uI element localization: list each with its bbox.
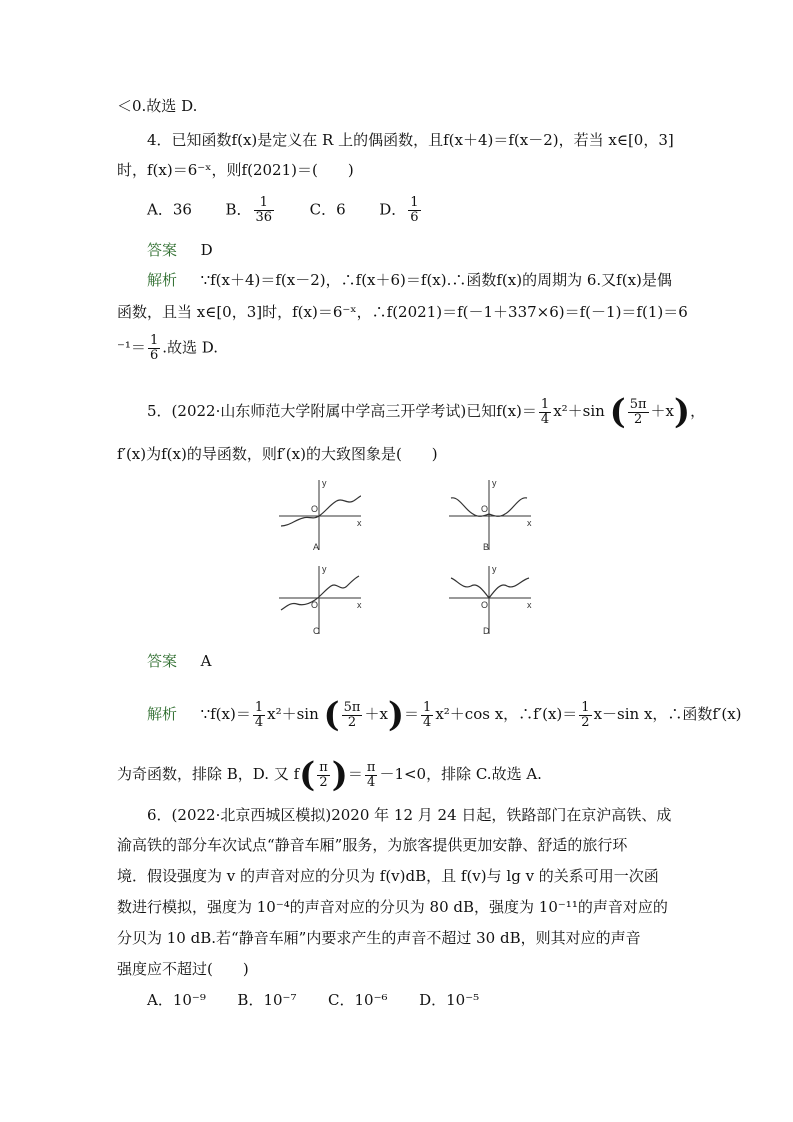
graph-label: B bbox=[483, 542, 490, 552]
q6-stem-line6: 强度应不超过( ) bbox=[117, 960, 249, 978]
analysis-label: 解析 bbox=[147, 271, 178, 289]
analysis-fraction bbox=[579, 701, 591, 730]
q5-stem-line1 bbox=[147, 392, 706, 432]
analysis-text: ∵f(x)＝ bbox=[200, 705, 251, 723]
curve bbox=[281, 496, 361, 526]
y-axis-label: y bbox=[492, 564, 497, 574]
fraction-numerator: π bbox=[366, 759, 376, 775]
q4-stem-line2: 时，f(x)＝6⁻ˣ，则f(2021)＝( ) bbox=[117, 161, 354, 179]
fraction-numerator: 5π bbox=[629, 396, 647, 412]
fraction-numerator: 5π bbox=[343, 699, 361, 715]
graph-c bbox=[275, 560, 365, 640]
analysis-text: －1<0，排除 C.故选 A. bbox=[379, 765, 542, 783]
stem-text: ， bbox=[690, 402, 706, 420]
graph-label: C bbox=[313, 626, 320, 636]
stem-fraction bbox=[539, 398, 551, 427]
graph-a bbox=[275, 474, 365, 554]
analysis-text: ＋x bbox=[364, 705, 388, 723]
q5-analysis-line1 bbox=[147, 695, 742, 735]
x-axis-label: x bbox=[527, 518, 532, 528]
q4-stem-line1: 4．已知函数f(x)是定义在 R 上的偶函数，且f(x＋4)＝f(x－2)，若当 x∈[0，3] bbox=[147, 131, 674, 149]
fraction-denominator: 4 bbox=[367, 774, 376, 790]
fraction-denominator: 2 bbox=[319, 774, 328, 790]
q4-analysis-line1 bbox=[147, 270, 672, 290]
q6-stem-line4: 数进行模拟，强度为 10⁻⁴的声音对应的分贝为 80 dB，强度为 10⁻¹¹的声音对应的 bbox=[117, 898, 668, 916]
q4-option-b: B． bbox=[225, 200, 252, 219]
analysis-text: ⁻¹＝ bbox=[117, 338, 146, 357]
fraction-denominator: 4 bbox=[423, 714, 432, 730]
curve bbox=[451, 578, 529, 598]
left-bracket: ( bbox=[609, 392, 626, 432]
q4-option-b-fraction bbox=[254, 196, 275, 225]
q6-option-a: A．10⁻⁹ bbox=[147, 991, 206, 1009]
analysis-fraction bbox=[342, 701, 363, 730]
fraction-denominator: 36 bbox=[255, 210, 273, 225]
q4-analysis-line2: 函数，且当 x∈[0，3]时，f(x)＝6⁻ˣ，∴f(2021)＝f(－1＋337×6)＝f(－1)＝f(1)＝6 bbox=[117, 303, 688, 321]
origin-label: O bbox=[481, 600, 489, 610]
origin-label: O bbox=[481, 504, 489, 514]
q6-option-c: C．10⁻⁶ bbox=[328, 991, 388, 1009]
analysis-fraction bbox=[317, 761, 330, 790]
q6-option-d: D．10⁻⁵ bbox=[419, 991, 480, 1009]
q4-option-d: D． bbox=[379, 200, 407, 219]
analysis-text: x－sin x，∴函数f′(x) bbox=[593, 705, 742, 723]
prev-answer-tail: ＜0.故选 D. bbox=[117, 97, 198, 115]
q4-option-c: C．6 bbox=[309, 200, 346, 219]
q4-analysis-line3 bbox=[117, 334, 218, 363]
right-bracket: ) bbox=[331, 755, 348, 795]
x-axis-label: x bbox=[357, 518, 362, 528]
fraction-denominator: 4 bbox=[254, 714, 264, 730]
analysis-fraction bbox=[148, 334, 160, 363]
q4-options bbox=[147, 196, 423, 225]
fraction-numerator: 1 bbox=[423, 699, 432, 715]
y-axis-label: y bbox=[322, 564, 327, 574]
fraction-denominator: 4 bbox=[540, 411, 550, 427]
fraction-numerator: 1 bbox=[254, 196, 275, 211]
right-bracket: ) bbox=[674, 392, 691, 432]
curve bbox=[281, 576, 359, 610]
q6-stem-line3: 境．假设强度为 v 的声音对应的分贝为 f(v)dB，且 f(v)与 lg v 的关系可用一次函 bbox=[117, 867, 659, 885]
q6-stem-line5: 分贝为 10 dB.若“静音车厢”内要求产生的声音不超过 30 dB，则其对应的声音 bbox=[117, 929, 641, 947]
fraction-denominator: 2 bbox=[581, 714, 590, 730]
graph-b bbox=[445, 474, 535, 554]
analysis-text: 为奇函数，排除 B，D. 又 f bbox=[117, 765, 300, 783]
fraction-numerator: 1 bbox=[540, 396, 550, 412]
right-bracket: ) bbox=[387, 695, 405, 735]
q5-analysis-line2 bbox=[117, 755, 542, 795]
fraction-denominator: 6 bbox=[410, 210, 419, 225]
analysis-fraction bbox=[365, 761, 378, 790]
answer-label: 答案 bbox=[147, 652, 178, 670]
q6-options bbox=[147, 990, 479, 1010]
q4-option-d-fraction bbox=[408, 196, 420, 225]
stem-text: 5．(2022·山东师范大学附属中学高三开学考试)已知f(x)＝ bbox=[147, 402, 537, 420]
graph-label: A bbox=[313, 542, 320, 552]
analysis-text: ＝ bbox=[404, 705, 420, 723]
stem-text: ＋x bbox=[650, 402, 675, 420]
origin-label: O bbox=[311, 504, 319, 514]
answer-value: D bbox=[200, 241, 213, 259]
y-axis-label: y bbox=[322, 478, 327, 488]
graph-d bbox=[445, 560, 535, 640]
analysis-text: x²＋sin bbox=[267, 705, 319, 723]
stem-fraction bbox=[628, 398, 649, 427]
q6-stem-line1: 6．(2022·北京西城区模拟)2020 年 12 月 24 日起，铁路部门在京沪高铁、成 bbox=[147, 806, 672, 824]
analysis-text: ＝ bbox=[347, 765, 363, 783]
q6-option-b: B．10⁻⁷ bbox=[237, 991, 297, 1009]
fraction-denominator: 2 bbox=[633, 411, 643, 427]
x-axis-label: x bbox=[527, 600, 532, 610]
analysis-fraction bbox=[421, 701, 433, 730]
x-axis-label: x bbox=[357, 600, 362, 610]
answer-label: 答案 bbox=[147, 241, 178, 259]
q4-option-a: A．36 bbox=[147, 200, 192, 219]
q5-answer bbox=[147, 651, 211, 671]
answer-value: A bbox=[200, 652, 212, 670]
origin-label: O bbox=[311, 600, 319, 610]
analysis-label: 解析 bbox=[147, 705, 178, 723]
left-bracket: ( bbox=[323, 695, 340, 735]
q6-stem-line2: 渝高铁的部分车次试点“静音车厢”服务，为旅客提供更加安静、舒适的旅行环 bbox=[117, 836, 628, 854]
q4-answer bbox=[147, 240, 213, 260]
fraction-denominator: 2 bbox=[347, 714, 357, 730]
graph-label: D bbox=[483, 626, 490, 636]
fraction-denominator: 6 bbox=[149, 348, 159, 363]
analysis-text: .故选 D. bbox=[162, 338, 219, 357]
q5-stem-line2: f′(x)为f(x)的导函数，则f′(x)的大致图象是( ) bbox=[117, 445, 438, 463]
fraction-numerator: 1 bbox=[149, 333, 159, 348]
analysis-text: ∵f(x＋4)＝f(x－2)，∴f(x＋6)＝f(x).∴函数f(x)的周期为 6.又f(x)是偶 bbox=[200, 271, 672, 289]
fraction-numerator: 1 bbox=[410, 195, 419, 210]
analysis-fraction bbox=[253, 701, 265, 730]
stem-text: x²＋sin bbox=[553, 402, 605, 420]
fraction-numerator: π bbox=[319, 759, 328, 775]
left-bracket: ( bbox=[299, 755, 316, 795]
fraction-numerator: 1 bbox=[254, 699, 264, 715]
y-axis-label: y bbox=[492, 478, 497, 488]
fraction-numerator: 1 bbox=[581, 699, 590, 715]
analysis-text: x²＋cos x，∴f′(x)＝ bbox=[435, 705, 578, 723]
